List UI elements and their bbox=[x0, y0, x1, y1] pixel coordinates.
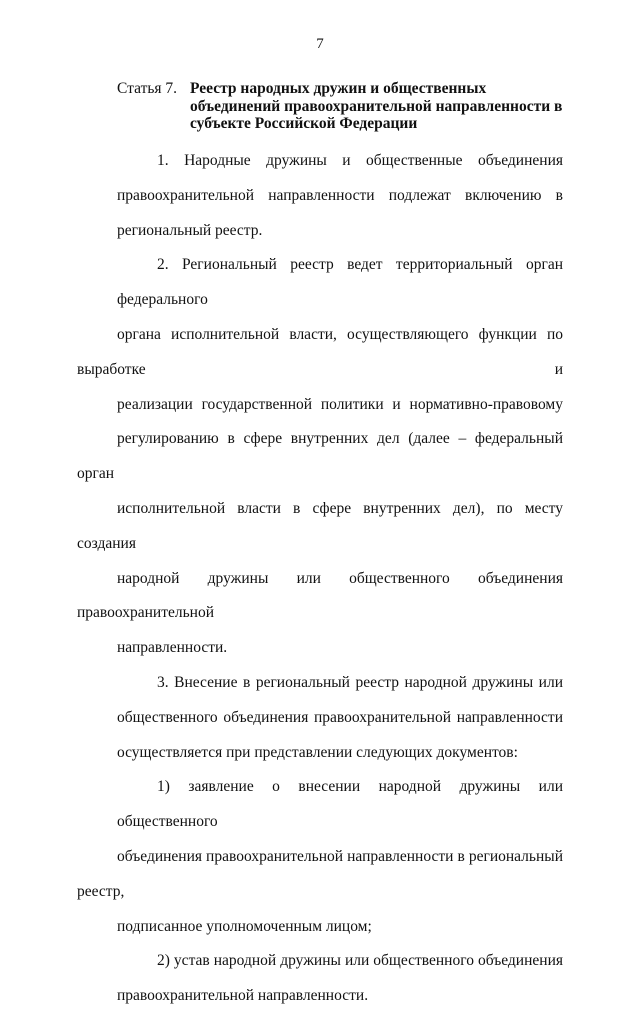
article-title: Реестр народных дружин и общественных объединений правоохранительной направленности в субъекте Российской Федерации bbox=[190, 80, 563, 132]
text-line: 2) устав народной дружины или общественного объединения bbox=[157, 952, 563, 970]
text-line: регулированию в сфере внутренних дел (далее – федеральный орган bbox=[77, 430, 563, 483]
text-line: правоохранительной направленности. bbox=[117, 987, 369, 1005]
page-number: 7 bbox=[316, 36, 324, 52]
text-line: 2. Региональный реестр ведет территориальный орган федерального bbox=[117, 256, 563, 309]
text-line: народной дружины или общественного объединения правоохранительной bbox=[77, 569, 563, 622]
paragraph-2 bbox=[77, 248, 563, 666]
text-line: направленности. bbox=[117, 639, 228, 657]
text-line: 3. Внесение в региональный реестр народной дружины или bbox=[157, 673, 563, 691]
paragraph-1 bbox=[77, 144, 563, 248]
text-line: осуществляется при представлении следующих документов: bbox=[117, 743, 518, 761]
list-item-2 bbox=[77, 944, 563, 1014]
text-line: правоохранительной направленности подлежат включению в bbox=[117, 186, 563, 204]
paragraph-3 bbox=[77, 666, 563, 770]
text-line: региональный реестр. bbox=[117, 221, 263, 239]
text-line: общественного объединения правоохранительной направленности bbox=[117, 708, 563, 726]
document-body bbox=[77, 144, 563, 1014]
article-label: Статья 7. bbox=[117, 80, 178, 97]
list-item-1 bbox=[77, 770, 563, 944]
text-line: органа исполнительной власти, осуществляющего функции по выработке и bbox=[77, 325, 563, 378]
text-line: исполнительной власти в сфере внутренних дел), по месту создания bbox=[77, 499, 563, 552]
text-line: 1. Народные дружины и общественные объединения bbox=[157, 152, 563, 169]
text-line: объединения правоохранительной направленности в региональный реестр, bbox=[77, 847, 563, 900]
text-line: подписанное уполномоченным лицом; bbox=[117, 917, 372, 935]
article-heading bbox=[117, 80, 577, 133]
text-line: 1) заявление о внесении народной дружины или общественного bbox=[117, 778, 563, 831]
text-line: реализации государственной политики и нормативно-правовому bbox=[117, 395, 563, 413]
